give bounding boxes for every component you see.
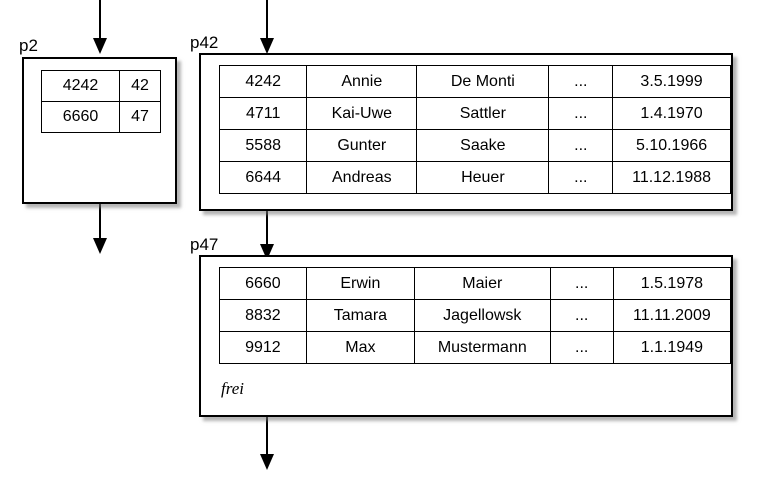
block-label-p42: p42 <box>190 33 219 52</box>
index-key: 6660 <box>42 102 120 133</box>
index-key: 4242 <box>42 71 120 102</box>
block-label-p47: p47 <box>190 235 219 254</box>
record-last-name: Maier <box>414 268 550 300</box>
arrow-into-p2 <box>88 0 112 55</box>
record-date: 1.4.1970 <box>613 98 731 130</box>
record-date: 3.5.1999 <box>613 66 731 98</box>
table-row <box>42 71 161 102</box>
record-last-name: Mustermann <box>414 332 550 364</box>
record-ellipsis: ... <box>550 300 613 332</box>
table-row <box>220 300 731 332</box>
record-id: 6660 <box>220 268 307 300</box>
record-ellipsis: ... <box>549 130 613 162</box>
record-ellipsis: ... <box>550 268 613 300</box>
data-block-p42 <box>199 53 733 211</box>
table-row <box>42 102 161 133</box>
record-id: 4242 <box>220 66 307 98</box>
record-id: 4711 <box>220 98 307 130</box>
index-entry-table <box>41 70 161 133</box>
table-row <box>220 162 731 194</box>
record-first-name: Andreas <box>307 162 417 194</box>
record-id: 9912 <box>220 332 307 364</box>
record-id: 5588 <box>220 130 307 162</box>
record-table-p42 <box>219 65 731 194</box>
record-first-name: Max <box>306 332 414 364</box>
index-block-p2 <box>22 57 177 204</box>
record-date: 1.1.1949 <box>613 332 730 364</box>
arrow-out-of-p47 <box>255 412 279 472</box>
table-row <box>220 66 731 98</box>
record-ellipsis: ... <box>549 66 613 98</box>
record-date: 11.12.1988 <box>613 162 731 194</box>
index-pointer: 42 <box>120 71 161 102</box>
data-block-p47 <box>199 255 733 417</box>
table-row <box>220 130 731 162</box>
record-table-p47 <box>219 267 731 364</box>
free-space-label: frei <box>221 379 244 398</box>
record-first-name: Kai-Uwe <box>307 98 417 130</box>
record-last-name: Jagellowsk <box>414 300 550 332</box>
record-date: 1.5.1978 <box>613 268 730 300</box>
record-ellipsis: ... <box>549 98 613 130</box>
table-row <box>220 332 731 364</box>
record-last-name: Saake <box>417 130 549 162</box>
record-first-name: Annie <box>307 66 417 98</box>
arrow-into-p42 <box>255 0 279 55</box>
index-pointer: 47 <box>120 102 161 133</box>
record-last-name: Heuer <box>417 162 549 194</box>
record-ellipsis: ... <box>549 162 613 194</box>
record-first-name: Erwin <box>306 268 414 300</box>
block-label-p2: p2 <box>19 36 38 55</box>
record-first-name: Gunter <box>307 130 417 162</box>
record-id: 6644 <box>220 162 307 194</box>
table-row <box>220 98 731 130</box>
record-date: 5.10.1966 <box>613 130 731 162</box>
record-date: 11.11.2009 <box>613 300 730 332</box>
record-first-name: Tamara <box>306 300 414 332</box>
arrow-out-of-p42 <box>255 204 279 262</box>
record-ellipsis: ... <box>550 332 613 364</box>
arrow-out-of-p2 <box>88 196 112 256</box>
record-id: 8832 <box>220 300 307 332</box>
table-row <box>220 268 731 300</box>
record-last-name: Sattler <box>417 98 549 130</box>
record-last-name: De Monti <box>417 66 549 98</box>
